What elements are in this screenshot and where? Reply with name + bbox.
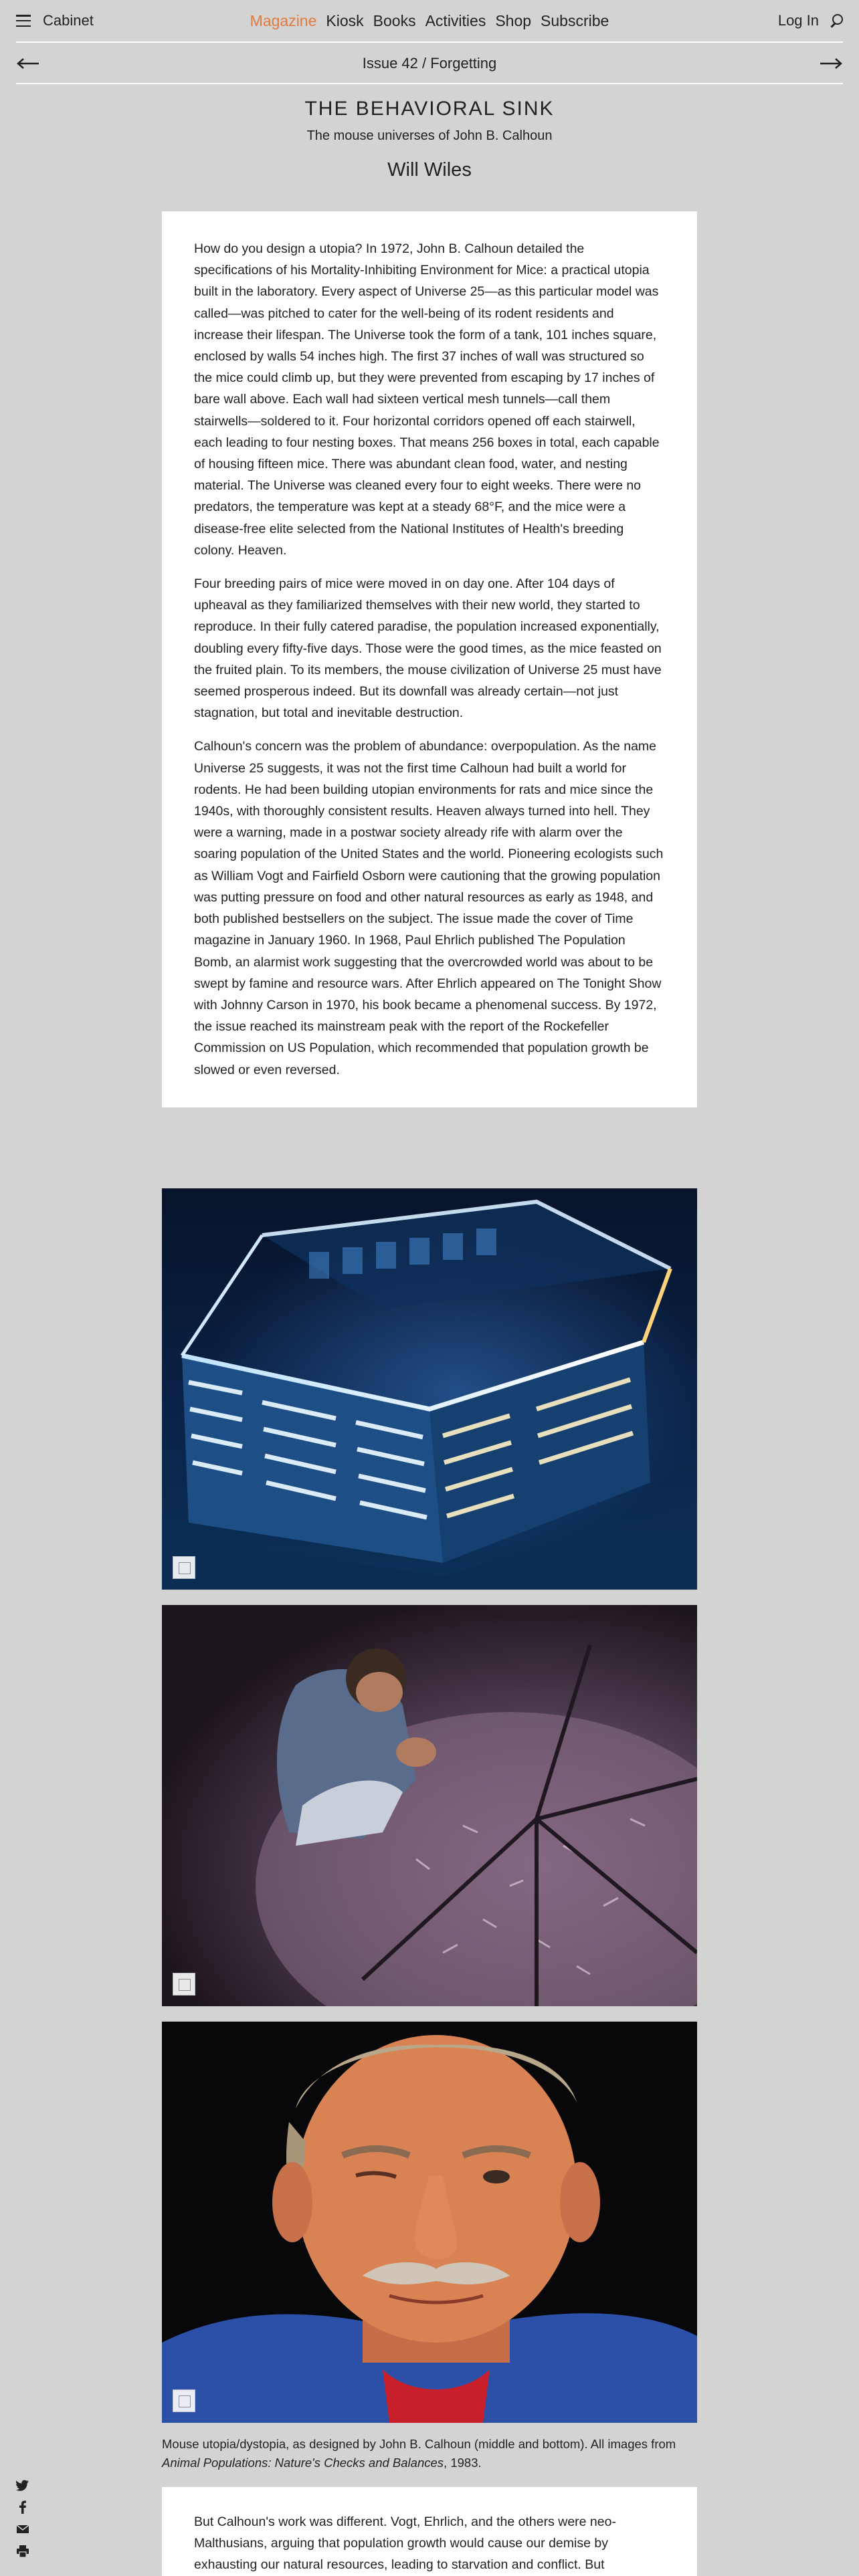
nav-subscribe[interactable]: Subscribe <box>541 11 609 29</box>
main-nav <box>250 12 609 30</box>
article-subtitle: The mouse universes of John B. Calhoun <box>306 128 553 143</box>
portrait-illustration <box>162 2022 697 2423</box>
figure-calhoun-in-enclosure[interactable] <box>162 1605 697 2006</box>
paragraph: But Calhoun's work was different. Vogt, Ehrlich, and the others were neo-Malthusians, arguing that population growth would cause our demise by exhausting our natural resources, leading to starvation and conflict. But <box>194 2514 616 2573</box>
email-icon[interactable] <box>16 2523 29 2536</box>
caption-source-title: Animal Populations: Nature's Checks and Balances <box>162 2456 444 2470</box>
paragraph: Calhoun's concern was the problem of abundance: overpopulation. As the name Universe 25 suggests, it was not the first time Calhoun had built a world for rodents. He had been building utopian environments for rats and mice since the 1940s, with thoroughly consistent results. Heaven always turned into hell. They were a warning, made in a postwar society already rife with alarm over the soaring population of the United States and the world. Pioneering ecologists such as William Vogt and Fairfield Osborn were cautioning that the growing population was putting pressure on food and other natural resources as early as 1948, and both published bestsellers on the subject. The issue made the cover of Time magazine in January 1960. In 1968, Paul Ehrlich published The Population Bomb, an alarmist work suggesting that the overcrowded world was about to be swept by famine and resource wars. After Ehrlich appeared on The Tonight Show with Johnny Carson in 1970, his book became a phenomenal success. By 1972, the issue reached its mainstream peak with the report of the Rockefeller Commission on US Population, which recommended that population growth be slowed or even reversed. <box>194 739 664 1077</box>
article-title: THE BEHAVIORAL SINK <box>304 98 555 120</box>
issue-label[interactable]: Issue 42 / Forgetting <box>362 55 497 72</box>
paragraph: Four breeding pairs of mice were moved in on day one. After 104 days of upheaval as they familiarized themselves with their new world, they started to reproduce. In their fully catered paradise, the population increased exponentially, doubling every fifty-five days. Those were the good times, as the mice feasted on the fruited plain. To its members, the mouse civilization of Universe 25 must have seemed prosperous indeed. But its downfall was already certain—not just stagnation, but total and inevitable destruction. <box>194 576 662 721</box>
nav-magazine[interactable]: Magazine <box>250 11 317 29</box>
twitter-icon[interactable] <box>16 2478 29 2492</box>
expand-image-button[interactable] <box>173 1973 195 1996</box>
expand-image-button[interactable] <box>173 2389 195 2412</box>
nav-kiosk[interactable]: Kiosk <box>326 11 364 29</box>
nav-books[interactable]: Books <box>373 11 416 29</box>
enclosure-illustration <box>162 1605 697 2006</box>
caption-text: Mouse utopia/dystopia, as designed by John B. Calhoun (middle and bottom). All images from <box>162 2437 676 2451</box>
menu-icon[interactable] <box>16 15 31 27</box>
nav-shop[interactable]: Shop <box>495 11 532 29</box>
figure-caption <box>162 2435 697 2472</box>
article-body-continued <box>162 2487 697 2576</box>
nav-activities[interactable]: Activities <box>425 11 486 29</box>
tank-illustration <box>162 1188 697 1590</box>
search-icon[interactable] <box>830 14 843 27</box>
figure-mouse-universe-tank[interactable] <box>162 1188 697 1590</box>
share-tools <box>16 2478 29 2558</box>
issue-bar <box>16 44 843 84</box>
figure-calhoun-portrait[interactable] <box>162 2022 697 2423</box>
expand-image-button[interactable] <box>173 1556 195 1579</box>
article-author[interactable]: Will Wiles <box>387 159 472 181</box>
paragraph: How do you design a utopia? In 1972, John B. Calhoun detailed the specifications of his Mortality-Inhibiting Environment for Mice: a practical utopia built in the laboratory. Every aspect of Universe 25—as this particular model was called—was pitched to cater for the well-being of its rodent residents and increase their lifespan. The Universe took the form of a tank, 101 inches square, enclosed by walls 54 inches high. The first 37 inches of wall was structured so the mice could climb up, but they were prevented from escaping by 17 inches of bare wall above. Each wall had sixteen vertical mesh tunnels—call them stairwells—soldered to it. Four horizontal corridors opened off each stairwell, each leading to four nesting boxes. That means 256 boxes in total, each capable of housing fifteen mice. There was abundant clean food, water, and nesting material. The Universe was cleaned every four to eight weeks. There were no predators, the temperature was kept at a steady 68°F, and the mice were a disease-free elite selected from the National Institutes of Health's breeding colony. Heaven. <box>194 241 660 558</box>
facebook-icon[interactable] <box>16 2500 29 2514</box>
top-nav <box>16 0 843 43</box>
nav-right <box>778 12 843 29</box>
caption-year: , 1983. <box>444 2456 482 2470</box>
brand-logo[interactable]: Cabinet <box>43 12 94 29</box>
next-arrow-icon[interactable] <box>820 58 843 70</box>
login-link[interactable]: Log In <box>777 12 819 29</box>
article-body <box>162 211 697 1107</box>
print-icon[interactable] <box>16 2545 29 2558</box>
previous-arrow-icon[interactable] <box>16 58 39 70</box>
